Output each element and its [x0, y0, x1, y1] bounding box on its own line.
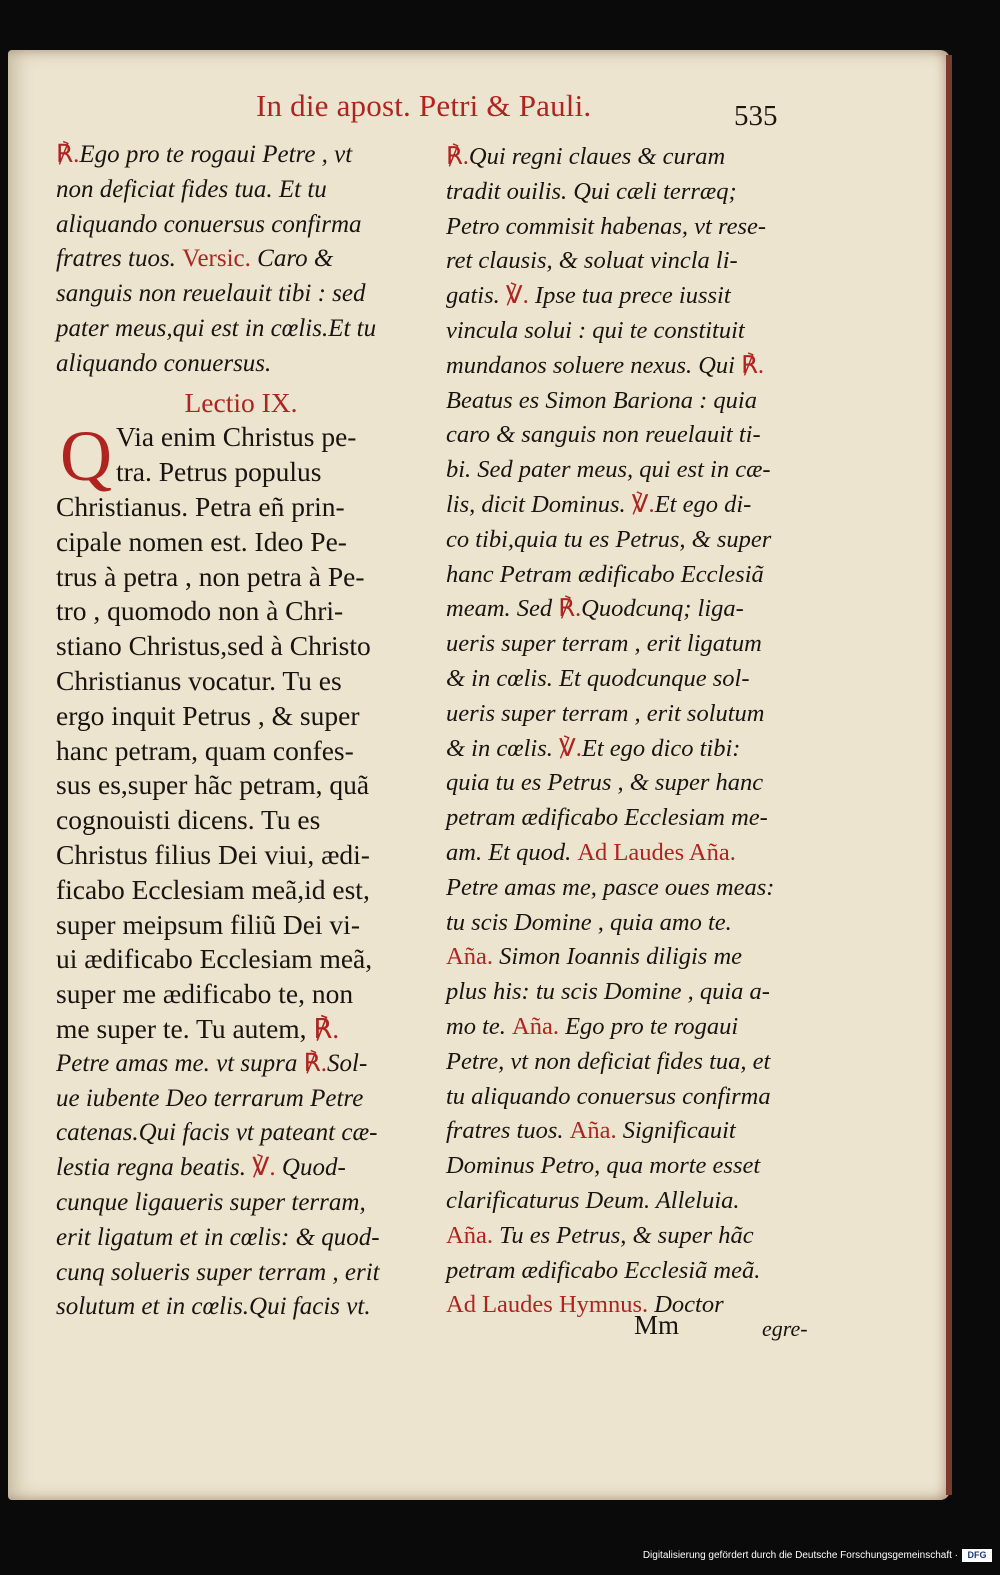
text-line	[446, 732, 816, 767]
text-segment: Ego pro te rogaui	[558, 1012, 739, 1040]
text-line	[56, 347, 426, 382]
text-segment: Petro commisit habenas, vt rese-	[446, 212, 767, 240]
page-edge	[946, 55, 952, 1495]
text-line	[446, 1184, 816, 1219]
text-line	[56, 1047, 426, 1082]
lesson-line: stiano Christus,sed à Christo	[56, 630, 371, 662]
text-line	[446, 418, 816, 453]
text-line	[446, 766, 816, 801]
text-line	[56, 1186, 426, 1221]
text-segment: mo te.	[446, 1012, 512, 1040]
text-segment: Quod-	[275, 1154, 346, 1182]
text-segment: lestia regna beatis.	[56, 1154, 253, 1182]
text-segment: tu aliquando conuersus confirma	[446, 1082, 771, 1110]
text-segment: aliquando conuersus.	[56, 349, 272, 377]
text-line	[446, 453, 816, 488]
lesson-line: cipale nomen est. Ideo Pe-	[56, 525, 347, 557]
text-segment: Petre amas me, pasce oues meas:	[446, 873, 775, 901]
closing-block	[56, 1047, 426, 1325]
text-line	[446, 1149, 816, 1184]
text-line	[446, 1010, 816, 1045]
drop-capital: Q	[60, 416, 112, 497]
lesson-line: ergo inquit Petrus , & super	[56, 699, 360, 731]
text-line	[56, 1116, 426, 1151]
text-line	[446, 314, 816, 349]
rubric-mark: ℟.	[558, 595, 582, 623]
lesson-line: tra. Petrus populus	[116, 456, 322, 488]
lesson-line: cognouisti dicens. Tu es	[56, 804, 321, 836]
text-line	[446, 906, 816, 941]
text-segment: tu scis Domine , quia amo te.	[446, 908, 732, 936]
lesson-line: hanc petram, quam confes-	[56, 734, 354, 766]
text-line	[446, 627, 816, 662]
text-segment: erit ligatum et in cœlis: & quod-	[56, 1223, 380, 1251]
text-line	[446, 801, 816, 836]
rubric-mark: ℣.	[558, 734, 582, 762]
left-column	[56, 138, 426, 1325]
catchword: egre-	[762, 1316, 808, 1341]
text-segment: petram ædificabo Ecclesiã meã.	[446, 1256, 761, 1284]
lesson-line: ficabo Ecclesiam meã,id est,	[56, 873, 370, 905]
text-line	[446, 940, 816, 975]
text-segment: Ego pro te rogaui Petre , vt	[79, 141, 353, 168]
text-segment: fratres tuos.	[56, 245, 183, 273]
running-title: In die apost. Petri & Pauli.	[256, 88, 592, 123]
text-line	[56, 1256, 426, 1291]
dfg-logo: DFG	[962, 1549, 992, 1562]
text-line	[56, 242, 426, 277]
lesson-line: super me ædificabo te, non	[56, 978, 354, 1010]
rubric-mark: Ad Laudes Hymnus.	[446, 1291, 649, 1319]
text-segment: caro & sanguis non reuelauit ti-	[446, 421, 761, 449]
rubric-mark: ℣.	[252, 1154, 276, 1182]
text-line	[446, 662, 816, 697]
text-segment: Significauit	[616, 1117, 736, 1145]
lesson-line: me super te. Tu autem, ℟.	[56, 1012, 340, 1044]
text-segment: mundanos soluere nexus. Qui	[446, 351, 742, 379]
text-line	[56, 1221, 426, 1256]
rubric-mark: Versic.	[182, 245, 251, 273]
text-segment: Et ego di-	[654, 490, 752, 518]
text-segment: co tibi,quia tu es Petrus, & super	[446, 525, 772, 553]
text-segment: sanguis non reuelauit tibi : sed	[56, 280, 366, 308]
text-segment: Et ego dico tibi:	[581, 734, 741, 762]
text-segment: clarificaturus Deum. Alleluia.	[446, 1186, 740, 1214]
text-segment: fratres tuos.	[446, 1117, 570, 1145]
text-segment: pater meus,qui est in cœlis.Et tu	[56, 314, 377, 342]
text-segment: Simon Ioannis diligis me	[492, 943, 743, 971]
lesson-line: Christus filius Dei viui, ædi-	[56, 838, 370, 870]
text-line	[56, 138, 426, 173]
rubric-mark: ℣.	[631, 490, 655, 518]
text-segment: tradit ouilis. Qui cæli terræq;	[446, 177, 737, 205]
text-line	[446, 384, 816, 419]
text-segment: Dominus Petro, qua morte esset	[446, 1152, 761, 1180]
text-line	[56, 173, 426, 208]
rubric-mark: ℟.	[446, 143, 469, 170]
lesson-line: Via enim Christus pe-	[116, 421, 357, 453]
text-segment: Sol-	[327, 1049, 368, 1077]
rubric-mark: Aña.	[446, 1221, 493, 1249]
text-segment: cunque ligaueris super terram,	[56, 1188, 366, 1216]
text-segment: ret clausis, & soluat vincla li-	[446, 247, 738, 275]
text-line	[446, 175, 816, 210]
text-segment: gatis.	[446, 282, 506, 310]
text-line	[446, 279, 816, 314]
text-line	[446, 210, 816, 245]
text-segment: ueris super terram , erit ligatum	[446, 630, 762, 658]
lesson-line: sus es,super hãc petram, quã	[56, 769, 370, 801]
text-segment: vincula solui : qui te constituit	[446, 316, 745, 344]
signature-mark: Mm	[634, 1310, 680, 1340]
rubric-mark: Ad Laudes Aña.	[577, 838, 736, 866]
text-segment: Petre, vt non deficiat fides tua, et	[446, 1047, 771, 1075]
text-line	[446, 558, 816, 593]
text-segment: bi. Sed pater meus, qui est in cæ-	[446, 456, 771, 484]
text-segment: meam. Sed	[446, 595, 559, 623]
text-segment: am. Et quod.	[446, 838, 578, 866]
text-line	[446, 697, 816, 732]
lesson-body	[56, 416, 426, 1046]
responsory-block	[56, 138, 426, 382]
text-line	[446, 523, 816, 558]
lesson-line: Christianus vocatur. Tu es	[56, 664, 342, 696]
text-line	[56, 312, 426, 347]
text-line	[446, 1080, 816, 1115]
text-segment: & in cœlis. Et quodcunque sol-	[446, 664, 750, 692]
lesson-line: trus à petra , non petra à Pe-	[56, 560, 365, 592]
text-segment: non deficiat fides tua. Et tu	[56, 175, 327, 203]
text-segment: Doctor	[648, 1291, 724, 1319]
text-line	[446, 1045, 816, 1080]
text-line	[446, 836, 816, 871]
text-segment: hanc Petram ædificabo Ecclesiã	[446, 560, 764, 588]
text-segment: plus his: tu scis Domine , quia a-	[446, 978, 770, 1006]
text-line	[446, 1114, 816, 1149]
text-segment: quia tu es Petrus , & super hanc	[446, 769, 764, 797]
text-segment: Beatus es Simon Bariona : quia	[446, 386, 757, 414]
folio-number: 535	[734, 100, 778, 132]
text-segment: solutum et in cœlis.Qui facis vt.	[56, 1293, 371, 1321]
text-line	[56, 1082, 426, 1117]
lesson-line: tro , quomodo non à Chri-	[56, 595, 344, 627]
text-line	[446, 1219, 816, 1254]
text-segment: lis, dicit Dominus.	[446, 490, 632, 518]
text-line	[56, 1290, 426, 1325]
rubric-mark: ℟.	[303, 1049, 328, 1077]
text-segment: catenas.Qui facis vt pateant cæ-	[56, 1119, 378, 1147]
rubric-mark: ℟.	[741, 351, 764, 379]
lesson-heading: Lectio IX.	[184, 386, 298, 418]
text-line	[446, 871, 816, 906]
text-line	[56, 277, 426, 312]
rubric-mark: Aña.	[569, 1117, 617, 1145]
text-line	[446, 488, 816, 523]
text-segment: Quodcunq; liga-	[581, 595, 744, 623]
text-segment: Qui regni claues & curam	[468, 143, 726, 170]
text-segment: Tu es Petrus, & super hãc	[492, 1221, 754, 1249]
text-segment: ue iubente Deo terrarum Petre	[56, 1084, 364, 1112]
text-segment: cunq solueris super terram , erit	[56, 1258, 380, 1286]
text-segment: Ipse tua prece iussit	[528, 282, 731, 310]
text-segment: aliquando conuersus confirma	[56, 210, 362, 238]
lesson-line: super meipsum filiũ Dei vi-	[56, 908, 360, 940]
lesson-line: ui ædificabo Ecclesiam meã,	[56, 943, 373, 975]
text-line	[446, 244, 816, 279]
rubric-mark: Aña.	[446, 943, 493, 971]
text-line	[446, 1288, 816, 1323]
text-segment: & in cœlis.	[446, 734, 559, 762]
text-segment: Petre amas me. vt supra	[56, 1049, 304, 1077]
rubric-mark: Aña.	[512, 1012, 559, 1040]
text-segment: ueris super terram , erit solutum	[446, 699, 765, 727]
text-line	[446, 592, 816, 627]
text-line	[56, 1151, 426, 1186]
rubric-mark: ℟.	[56, 141, 80, 168]
right-column	[446, 140, 816, 1323]
text-segment: petram ædificabo Ecclesiam me-	[446, 804, 768, 832]
rubric-mark: ℣.	[505, 282, 529, 310]
text-line	[446, 140, 816, 175]
text-segment: Caro &	[250, 245, 334, 273]
text-line	[446, 975, 816, 1010]
text-line	[56, 208, 426, 243]
lesson-line: Christianus. Petra eñ prin-	[56, 490, 345, 522]
text-line	[446, 349, 816, 384]
digitization-credit: Digitalisierung gefördert durch die Deutsche Forschungsgemeinschaft ·	[642, 1550, 958, 1561]
rubric-mark: ℟.	[306, 1012, 340, 1044]
text-line	[446, 1254, 816, 1289]
